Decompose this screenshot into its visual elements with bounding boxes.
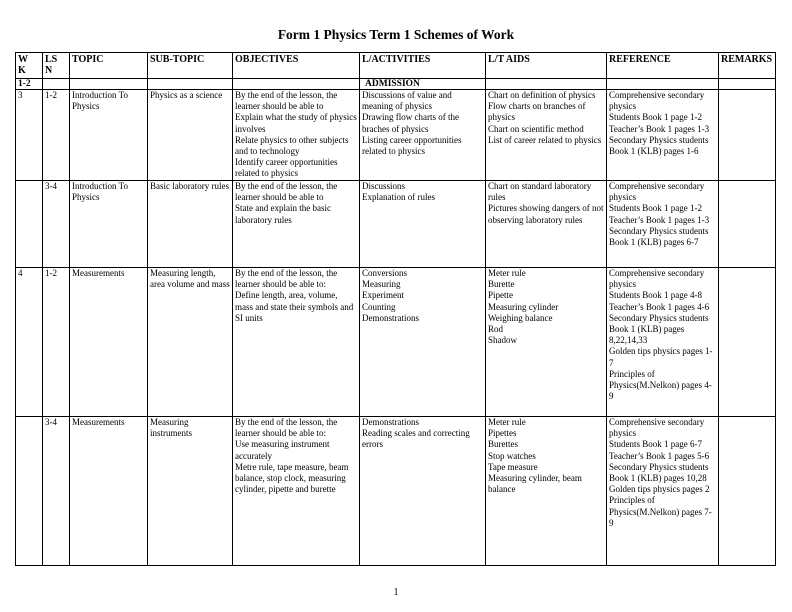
cell-remarks bbox=[719, 181, 776, 268]
cell-teaching-aids: Meter rule Burette Pipette Measuring cylinder Weighing balance Rod Shadow bbox=[486, 268, 607, 417]
cell-topic: Measurements bbox=[70, 268, 148, 417]
table-row bbox=[16, 268, 776, 417]
cell-week: 4 bbox=[16, 268, 43, 417]
admission-row bbox=[16, 79, 776, 90]
header-objectives: OBJECTIVES bbox=[233, 53, 360, 79]
cell-objectives: By the end of the lesson, the learner should be able to: Use measuring instrument accurately Metre rule, tape measure, beam balance, stop clock, measuring cylinder, pipette and burette bbox=[233, 417, 360, 566]
admission-week: 1-2 bbox=[16, 79, 43, 90]
cell-subtopic: Measuring instruments bbox=[148, 417, 233, 566]
cell-week bbox=[16, 417, 43, 566]
cell-empty bbox=[607, 79, 719, 90]
cell-teaching-aids: Chart on definition of physics Flow charts on branches of physics Chart on scientific method List of career related to physics bbox=[486, 90, 607, 181]
cell-lesson: 1-2 bbox=[43, 90, 70, 181]
cell-subtopic: Measuring length, area volume and mass bbox=[148, 268, 233, 417]
cell-empty bbox=[719, 79, 776, 90]
cell-reference: Comprehensive secondary physics Students Book 1 page 1-2 Teacher’s Book 1 pages 1-3 Secondary Physics students Book 1 (KLB) pages 1-6 bbox=[607, 90, 719, 181]
cell-teaching-aids: Chart on standard laboratory rules Pictures showing dangers of not observing laboratory rules bbox=[486, 181, 607, 268]
header-activities: L/ACTIVITIES bbox=[360, 53, 486, 79]
cell-empty bbox=[70, 79, 148, 90]
cell-objectives: By the end of the lesson, the learner should be able to State and explain the basic laboratory rules bbox=[233, 181, 360, 268]
cell-lesson: 1-2 bbox=[43, 268, 70, 417]
page-title: Form 1 Physics Term 1 Schemes of Work bbox=[277, 27, 515, 42]
cell-topic: Introduction To Physics bbox=[70, 181, 148, 268]
cell-reference: Comprehensive secondary physics Students Book 1 page 4-8 Teacher’s Book 1 pages 4-6 Secondary Physics students Book 1 (KLB) pages 8,22,14,33 Golden tips physics pages 1-7 Principles of Physics(M.Nelkon) pages 4-9 bbox=[607, 268, 719, 417]
header-reference: REFERENCE bbox=[607, 53, 719, 79]
cell-week: 3 bbox=[16, 90, 43, 181]
cell-lesson: 3-4 bbox=[43, 181, 70, 268]
cell-remarks bbox=[719, 90, 776, 181]
table-row bbox=[16, 417, 776, 566]
cell-empty bbox=[43, 79, 70, 90]
cell-remarks bbox=[719, 417, 776, 566]
table-row bbox=[16, 90, 776, 181]
cell-week bbox=[16, 181, 43, 268]
cell-empty bbox=[148, 79, 233, 90]
cell-topic: Introduction To Physics bbox=[70, 90, 148, 181]
header-topic: TOPIC bbox=[70, 53, 148, 79]
header-remarks: REMARKS bbox=[719, 53, 776, 79]
page-number: 1 bbox=[393, 587, 399, 598]
admission-label: ADMISSION bbox=[360, 79, 486, 90]
cell-subtopic: Basic laboratory rules bbox=[148, 181, 233, 268]
cell-activities: Demonstrations Reading scales and correcting errors bbox=[360, 417, 486, 566]
cell-lesson: 3-4 bbox=[43, 417, 70, 566]
cell-reference: Comprehensive secondary physics Students Book 1 page 1-2 Teacher’s Book 1 pages 1-3 Secondary Physics students Book 1 (KLB) pages 6-7 bbox=[607, 181, 719, 268]
scheme-of-work-table bbox=[15, 52, 776, 566]
cell-empty bbox=[486, 79, 607, 90]
header-lesson: LS N bbox=[43, 53, 70, 79]
cell-activities: Conversions Measuring Experiment Counting Demonstrations bbox=[360, 268, 486, 417]
header-subtopic: SUB-TOPIC bbox=[148, 53, 233, 79]
cell-teaching-aids: Meter rule Pipettes Burettes Stop watches Tape measure Measuring cylinder, beam balance bbox=[486, 417, 607, 566]
table-row bbox=[16, 181, 776, 268]
cell-reference: Comprehensive secondary physics Students Book 1 page 6-7 Teacher’s Book 1 pages 5-6 Secondary Physics students Book 1 (KLB) pages 10,28 Golden tips physics pages 2 Principles of Physics(M.Nelkon) pages 7-9 bbox=[607, 417, 719, 566]
header-row bbox=[16, 53, 776, 79]
cell-topic: Measurements bbox=[70, 417, 148, 566]
header-week: W K bbox=[16, 53, 43, 79]
cell-subtopic: Physics as a science bbox=[148, 90, 233, 181]
cell-objectives: By the end of the lesson, the learner should be able to: Define length, area, volume, mass and state their symbols and SI units bbox=[233, 268, 360, 417]
cell-remarks bbox=[719, 268, 776, 417]
cell-activities: Discussions of value and meaning of physics Drawing flow charts of the braches of physics Listing career opportunities related to physics bbox=[360, 90, 486, 181]
cell-empty bbox=[233, 79, 360, 90]
cell-objectives: By the end of the lesson, the learner should be able to Explain what the study of physics involves Relate physics to other subjects and to technology Identify career opportunities related to physics bbox=[233, 90, 360, 181]
cell-activities: Discussions Explanation of rules bbox=[360, 181, 486, 268]
header-teaching-aids: L/T AIDS bbox=[486, 53, 607, 79]
